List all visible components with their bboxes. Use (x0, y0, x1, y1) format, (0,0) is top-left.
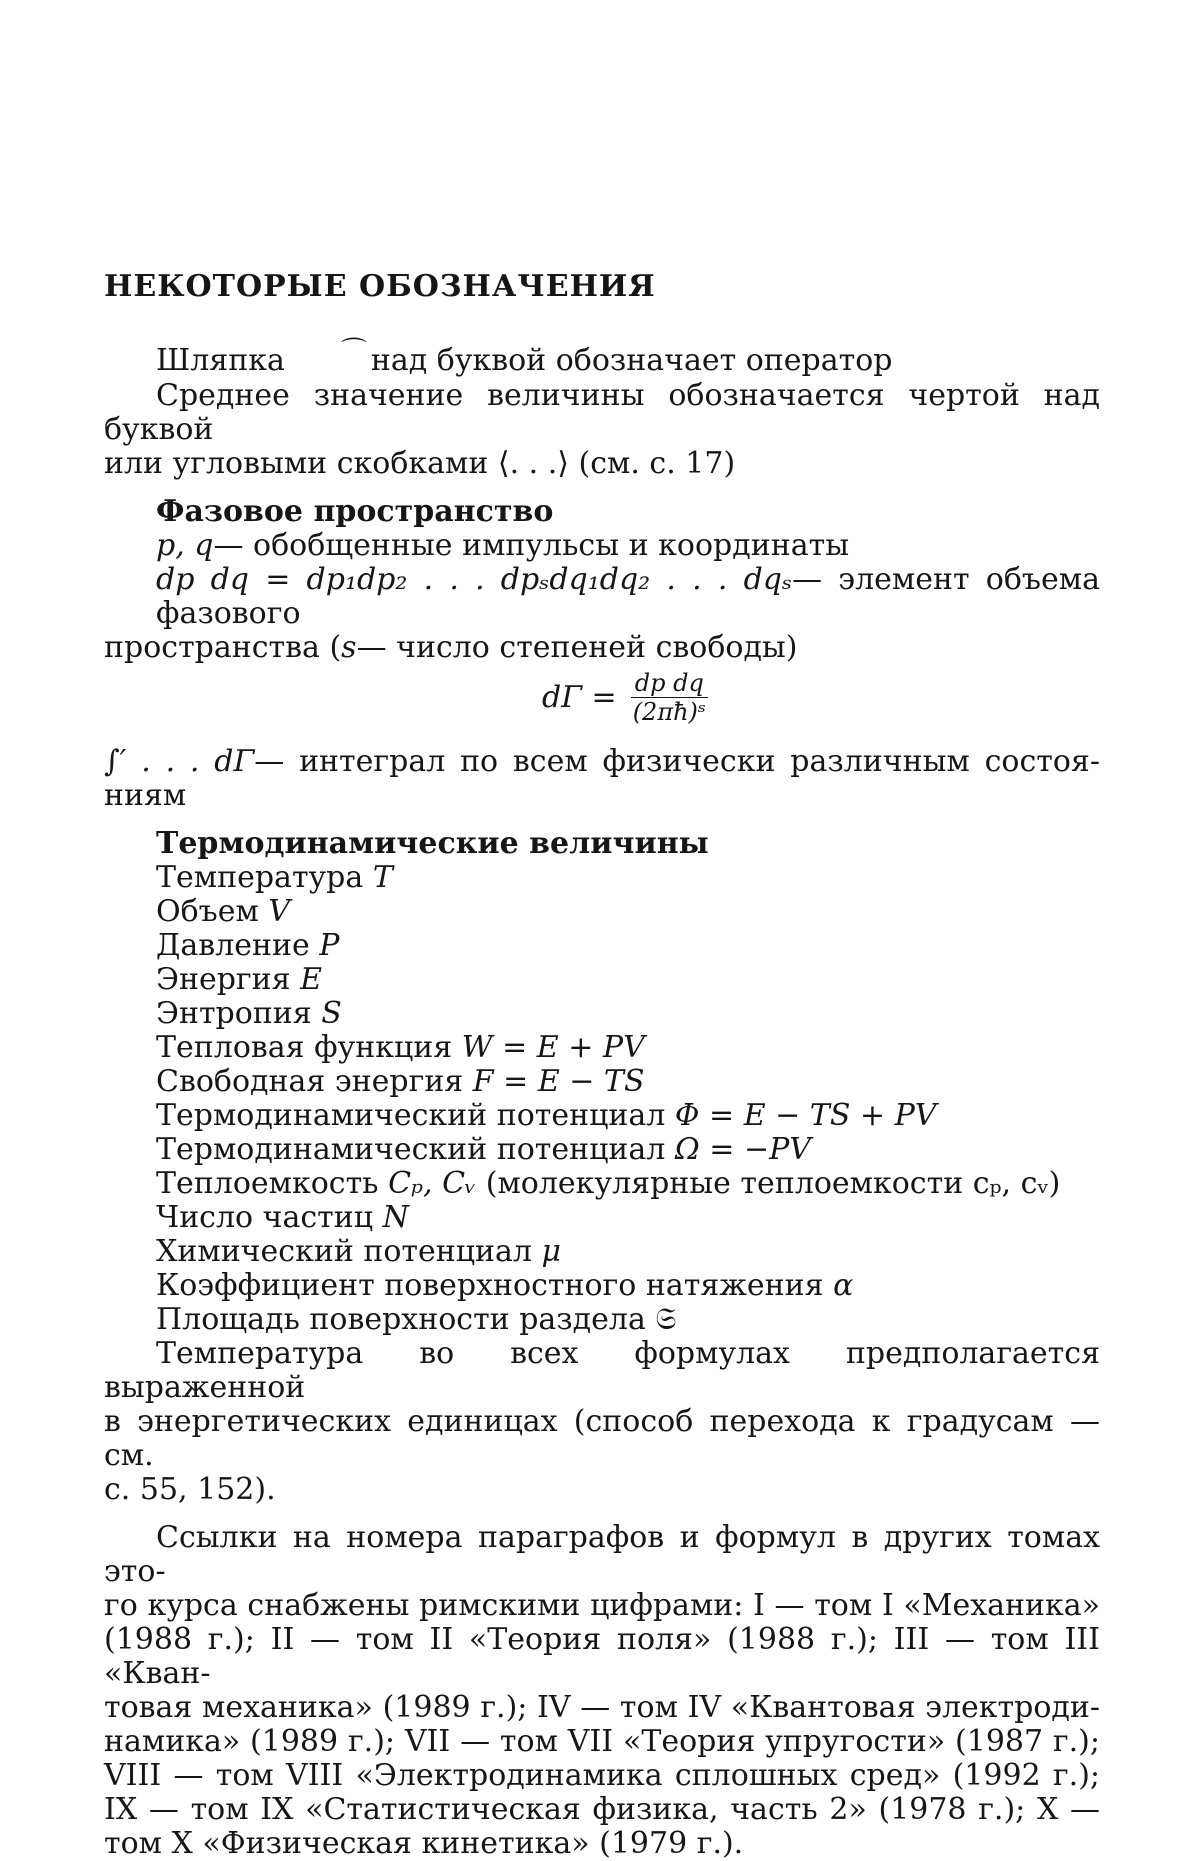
page-content (104, 270, 1100, 1861)
phase-element-line (156, 563, 1100, 631)
references-line: том X «Физическая кинетика» (1979 г.). (104, 1826, 744, 1861)
thermo-label: Коэффициент поверхностного натяжения (156, 1268, 824, 1303)
thermo-item (156, 861, 1100, 895)
phase-space-heading: Фазовое пространство (156, 494, 554, 529)
thermo-label: Энтропия (156, 996, 312, 1031)
phase-element-line-2 (104, 631, 1100, 665)
integral-line-1 (104, 745, 1100, 779)
thermo-item (156, 1269, 1100, 1303)
thermo-item (156, 1133, 1100, 1167)
phase-element-line2-s: s (341, 630, 357, 665)
dgamma-formula (104, 669, 1100, 739)
thermo-math: P (319, 928, 340, 963)
references-line: IX — том IX «Статистическая физика, часть 2» (1978 г.); X — (104, 1792, 1100, 1827)
thermo-label: Число частиц (156, 1200, 374, 1235)
thermo-math: Φ = E − TS + PV (674, 1098, 937, 1133)
formula-numerator: dp dq (631, 669, 708, 698)
phase-element-math: dp dq = dp₁dp₂ . . . dpₛdq₁dq₂ . . . dqₛ (156, 562, 793, 597)
phase-element-text: — элемент объема фазового (156, 562, 1100, 631)
pq-line (156, 529, 1100, 563)
thermo-item (156, 1167, 1100, 1201)
formula-fraction (629, 669, 710, 726)
references-line: товая механика» (1989 г.); IV — том IV «Квантовая электроди- (104, 1690, 1100, 1725)
hat-symbol: ⌒ (340, 337, 367, 367)
thermo-label: Температура (156, 860, 364, 895)
integral-math: ∫′ . . . dΓ (104, 744, 255, 779)
thermo-math: S (321, 996, 342, 1031)
thermo-item (156, 1065, 1100, 1099)
thermo-math: E (300, 962, 322, 997)
references-line: VIII — том VIII «Электродинамика сплошных сред» (1992 г.); (104, 1758, 1100, 1793)
integral-text-1: — интеграл по всем физически различным состоя- (254, 744, 1100, 779)
thermo-label: Объем (156, 894, 259, 929)
references-line: го курса снабжены римскими цифрами: I — том I «Механика» (104, 1588, 1100, 1623)
thermo-label: Энергия (156, 962, 291, 997)
mean-notation-line-2: или угловыми скобками ⟨. . .⟩ (см. с. 17) (104, 446, 736, 481)
thermo-label: Термодинамический потенциал (156, 1098, 666, 1133)
phase-element-line2-a: пространства ( (104, 630, 342, 665)
thermo-label: Химический потенциал (156, 1234, 532, 1269)
thermo-math: F = E − TS (472, 1064, 645, 1099)
thermo-math: μ (541, 1234, 562, 1269)
formula-denominator: (2πħ)ˢ (632, 698, 706, 726)
thermo-heading: Термодинамические величины (156, 826, 709, 861)
thermo-item (156, 1031, 1100, 1065)
phase-element-line2-b: — число степеней свободы) (356, 630, 798, 665)
thermo-math: W = E + PV (461, 1030, 645, 1065)
thermo-item (156, 1235, 1100, 1269)
temperature-note-line-1: Температура во всех формулах предполагается выраженной (104, 1336, 1100, 1405)
thermo-label: Термодинамический потенциал (156, 1132, 666, 1167)
references-paragraph (104, 1521, 1100, 1861)
thermo-list (104, 861, 1100, 1337)
temperature-note-line-3: с. 55, 152). (104, 1472, 276, 1507)
thermo-item (156, 1099, 1100, 1133)
temperature-note-line-2: в энергетических единицах (способ перехода к градусам — см. (104, 1404, 1100, 1473)
pq-text: — обобщенные импульсы и координаты (213, 528, 850, 563)
thermo-math: Cₚ, Cᵥ (388, 1166, 477, 1201)
references-line: (1988 г.); II — том II «Теория поля» (1988 г.); III — том III «Кван- (104, 1622, 1100, 1691)
thermo-item (156, 1201, 1100, 1235)
thermo-item (156, 895, 1100, 929)
thermo-label: Давление (156, 928, 310, 963)
thermo-math: 𝔖 (655, 1302, 677, 1337)
thermo-item (156, 963, 1100, 997)
thermo-item (156, 997, 1100, 1031)
integral-line-2: ниям (104, 778, 187, 813)
thermo-label: Теплоемкость (156, 1166, 379, 1201)
thermo-label: Свободная энергия (156, 1064, 464, 1099)
thermo-math: N (382, 1200, 409, 1235)
thermo-item (156, 929, 1100, 963)
thermo-math: V (268, 894, 291, 929)
thermo-math: α (833, 1268, 854, 1303)
references-line: Ссылки на номера параграфов и формул в других томах это- (104, 1520, 1100, 1589)
page-title: НЕКОТОРЫЕ ОБОЗНАЧЕНИЯ (104, 269, 656, 304)
mean-notation-line-1: Среднее значение величины обозначается чертой над буквой (104, 378, 1100, 447)
thermo-item (156, 1303, 1100, 1337)
hat-text-before: Шляпка (156, 343, 285, 378)
thermo-math: T (372, 860, 393, 895)
hat-text-after: над буквой обозначает оператор (370, 343, 893, 378)
thermo-label: Тепловая функция (156, 1030, 453, 1065)
pq-math: p, q (156, 528, 214, 563)
thermo-math: Ω = −PV (674, 1132, 811, 1167)
references-line: намика» (1989 г.); VII — том VII «Теория упругости» (1987 г.); (104, 1724, 1100, 1759)
thermo-extra: (молекулярные теплоемкости cₚ, cᵥ) (485, 1166, 1061, 1201)
hat-notation-line (104, 337, 1100, 379)
thermo-label: Площадь поверхности раздела (156, 1302, 646, 1337)
formula-lhs: dΓ = (541, 679, 617, 715)
